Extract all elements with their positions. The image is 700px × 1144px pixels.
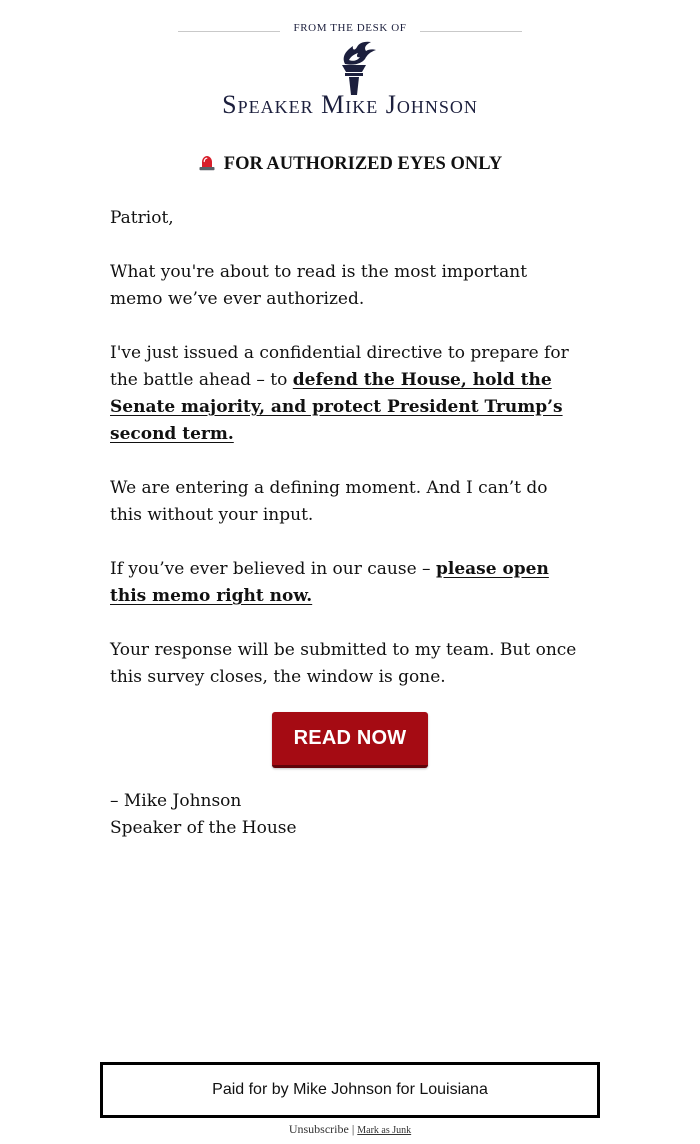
paragraph-2 bbox=[110, 340, 580, 448]
directive-link[interactable]: defend the House, hold the Senate majority, and protect President Trump’s second term. bbox=[110, 370, 563, 444]
letterhead bbox=[0, 0, 700, 140]
torch-icon bbox=[331, 38, 379, 96]
from-desk-row bbox=[178, 20, 522, 40]
speaker-wordmark bbox=[150, 90, 550, 120]
authorized-notice bbox=[0, 154, 700, 175]
paragraph-3: We are entering a defining moment. And I can’t do this without your input. bbox=[110, 478, 548, 525]
greeting: Patriot, bbox=[110, 208, 174, 228]
paid-for-disclaimer bbox=[100, 1062, 600, 1118]
footer-separator: | bbox=[351, 1122, 355, 1136]
paragraph-1: What you're about to read is the most important memo we’ve ever authorized. bbox=[110, 262, 528, 309]
authorized-text: FOR AUTHORIZED EYES ONLY bbox=[223, 154, 503, 174]
paragraph-2-lead: I've just issued a confidential directive to prepare for the battle ahead – to bbox=[110, 343, 569, 390]
divider-right bbox=[420, 31, 522, 32]
paragraph-5: Your response will be submitted to my team. But once this survey closes, the window is gone. bbox=[110, 640, 577, 687]
cta-container bbox=[0, 712, 700, 768]
signoff bbox=[110, 788, 297, 842]
footer-links bbox=[0, 1122, 700, 1137]
signoff-title: Speaker of the House bbox=[110, 818, 297, 838]
siren-icon bbox=[198, 155, 216, 171]
unsubscribe-link[interactable]: Unsubscribe bbox=[288, 1122, 349, 1136]
open-memo-link[interactable]: please open this memo right now. bbox=[110, 559, 549, 606]
divider-left bbox=[178, 31, 280, 32]
paid-for-text: Paid for by Mike Johnson for Louisiana bbox=[212, 1081, 488, 1098]
letter-body bbox=[110, 205, 580, 718]
wordmark-johnson: Johnson bbox=[385, 90, 478, 119]
paragraph-4-lead: If you’ve ever believed in our cause – bbox=[110, 559, 436, 579]
signoff-name: – Mike Johnson bbox=[110, 791, 242, 811]
from-desk-label: FROM THE DESK OF bbox=[293, 22, 407, 34]
wordmark-mike: Mike bbox=[321, 90, 379, 119]
read-now-button[interactable]: READ NOW bbox=[272, 712, 428, 768]
paragraph-4 bbox=[110, 556, 580, 610]
mark-as-junk-link[interactable]: Mark as Junk bbox=[357, 1125, 412, 1136]
wordmark-speaker: Speaker bbox=[222, 90, 314, 119]
